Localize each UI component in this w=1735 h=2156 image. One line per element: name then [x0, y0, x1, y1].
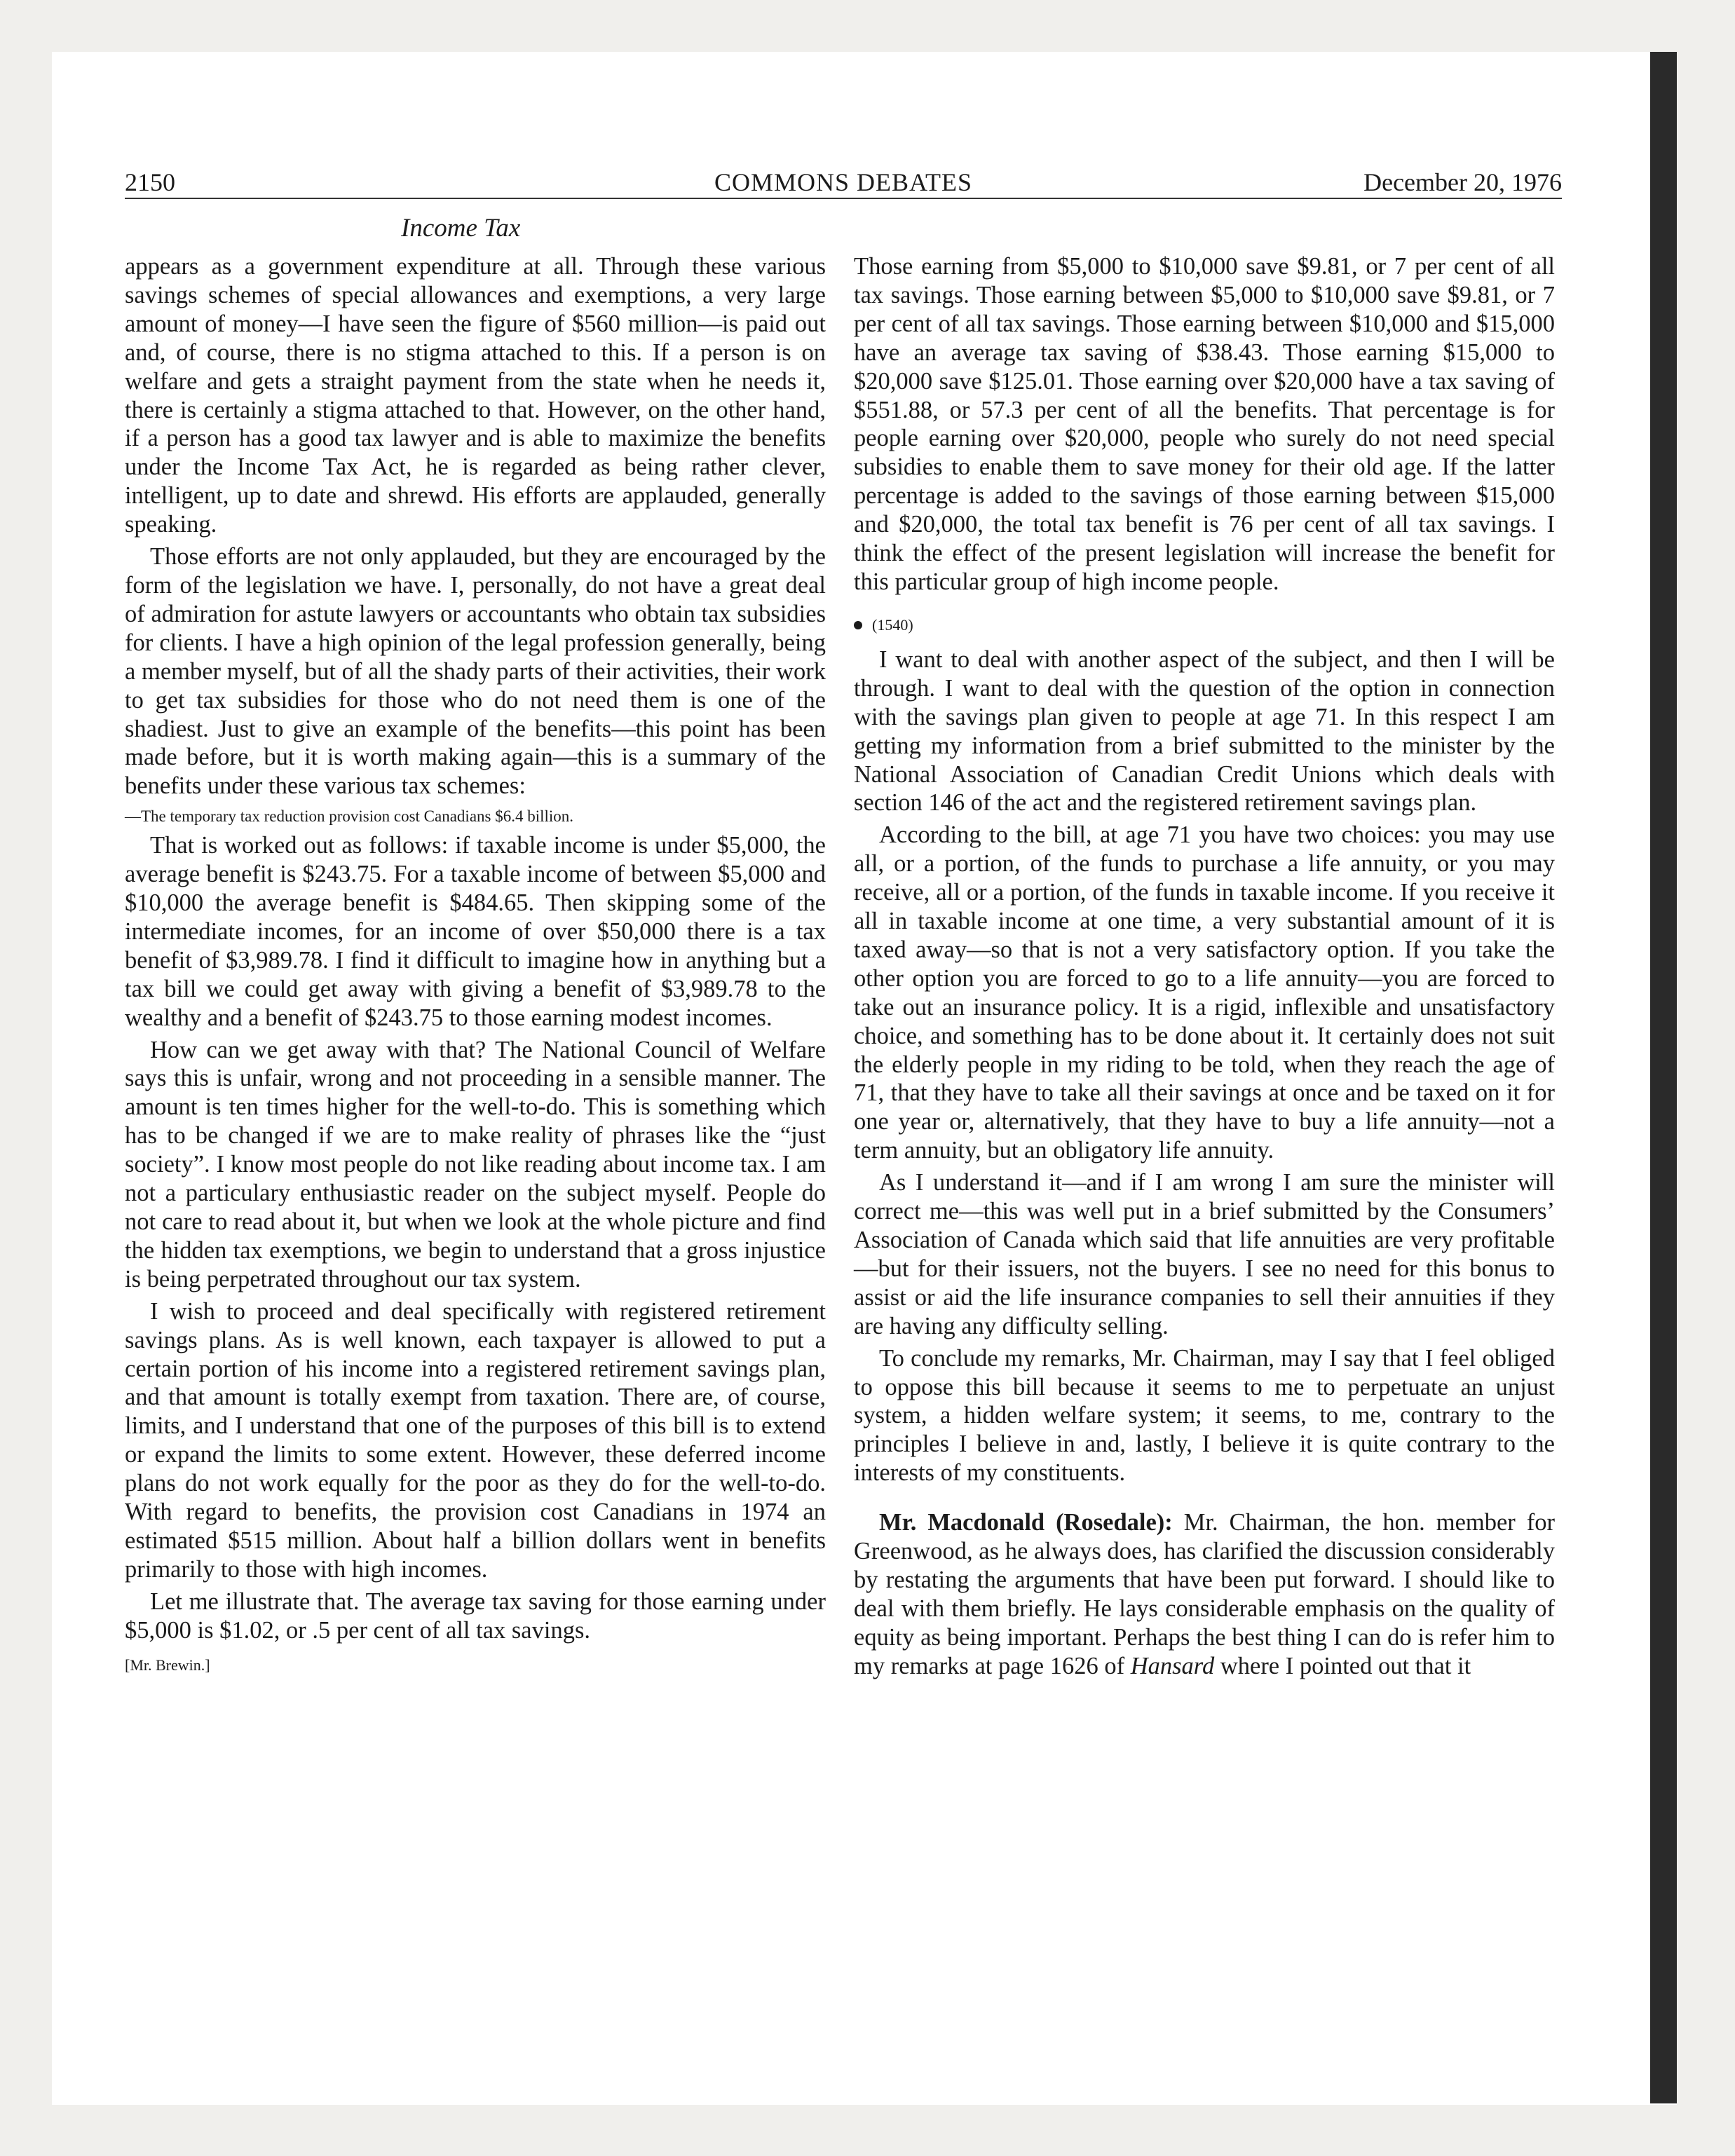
paragraph — [854, 1508, 1555, 1680]
paragraph: I wish to proceed and deal specifically with registered retirement savings plans. As is well known, each taxpayer is allowed to put a certain portion of his income into a registered retirement savings plan, and that amount is totally exempt from taxation. There are, of course, limits, and I understand that one of the purposes of this bill is to extend or expand the limits to some extent. However, these deferred income plans do not work equally for the poor as they do for the well-to-do. With regard to benefits, the provision cost Canadians in 1974 an estimated $515 million. About half a billion dollars went in benefits primarily to those with high incomes. — [125, 1297, 826, 1583]
bullet-icon — [854, 621, 862, 629]
time-marker-label: (1540) — [872, 615, 913, 634]
speaker-name: Mr. Macdonald (Rosedale): — [879, 1509, 1173, 1536]
left-column — [125, 252, 826, 1676]
section-subtitle: Income Tax — [401, 214, 521, 243]
paragraph: appears as a government expenditure at all. Through these various savings schemes of special allowances and exemptions, a very large amount of money—I have seen the figure of $560 million—is paid out and, of course, there is no stigma attached to this. If a person is on welfare and gets a straight payment from the state when he needs it, there is certainly a stigma attached to that. However, on the other hand, if a person has a good tax lawyer and is able to maximize the benefits under the Income Tax Act, he is regarded as being rather clever, intelligent, up to date and shrewd. His efforts are applauded, generally speaking. — [125, 253, 826, 538]
paragraph: To conclude my remarks, Mr. Chairman, may I say that I feel obliged to oppose this bill because it seems to me to perpetuate an unjust system, a hidden welfare system; it seems, to me, contrary to the principles I believe in and, lastly, I believe it is quite contrary to the interests of my constituents. — [854, 1344, 1555, 1487]
running-header — [125, 167, 1562, 199]
page-number: 2150 — [125, 168, 175, 196]
scan-edge-bar — [1650, 52, 1677, 2103]
paragraph: Those earning from $5,000 to $10,000 save $9.81, or 7 per cent of all tax savings. Those earning between $5,000 to $10,000 save $9.81, or 7 per cent of all tax savings. Those earning between $10,000 and $15,000 have an average tax saving of $38.43. Those earning $15,000 to $20,000 save $125.01. Those earning over $20,000 have a tax saving of $551.88, or 57.3 per cent of all the benefits. That percentage is for people earning over $20,000, people who surely do not need special subsidies to enable them to save money for their old age. If the latter percentage is added to the savings of those earning between $15,000 and $20,000, the total tax benefit is 76 per cent of all tax savings. I think the effect of the present legislation will increase the benefit for this particular group of high income people. — [854, 253, 1555, 595]
quotation: —The temporary tax reduction provision cost Canadians $6.4 billion. — [125, 807, 574, 826]
paragraph: As I understand it—and if I am wrong I am sure the minister will correct me—this was well put in a brief submitted by the Consumers’ Association of Canada which said that life annuities are very profitable—but for their issuers, not the buyers. I see no need for this bonus to assist or aid the life insurance companies to sell their annuities if they are having any difficulty selling. — [854, 1169, 1555, 1339]
italic-reference: Hansard — [1130, 1652, 1215, 1679]
right-column — [854, 252, 1555, 1681]
paragraph-text: Mr. Chairman, the hon. member for Greenwood, as he always does, has clarified the discussion considerably by restating the arguments that have been put forward. I should like to deal with them briefly. He lays considerable emphasis on the quality of equity as being important. Perhaps the best thing I can do is refer him to my remarks at page 1626 of — [854, 1509, 1556, 1679]
paragraph: According to the bill, at age 71 you have two choices: you may use all, or a portion, of the funds to purchase a life annuity, or you may receive, all or a portion, of the funds in taxable income. If you receive it all in taxable income at one time, a very substantial amount of it is taxed away—so that is not a very satisfactory option. If you take the other option you are forced to go to a life annuity—you are forced to take out an insurance policy. It is a rigid, inflexible and unsatisfactory choice, and something has to be done about it. It certainly does not suit the elderly people in my riding to be told, when they reach the age of 71, that they have to take all their savings at once and be taxed on it for one year or, alternatively, that they have to buy a life annuity—not a term annuity, but an obligatory life annuity. — [854, 821, 1555, 1164]
time-marker — [854, 615, 1555, 636]
paragraph: That is worked out as follows: if taxable income is under $5,000, the average benefit is $243.75. For a taxable income of between $5,000 and $10,000 the average benefit is $484.65. Then skipping some of the intermediate incomes, for an income of over $50,000 there is a tax benefit of $3,989.78. I find it difficult to imagine how in anything but a tax bill we could get away with giving a benefit of $3,989.78 to the wealthy and a benefit of $243.75 to those earning modest incomes. — [125, 832, 826, 1031]
paragraph-text: where I pointed out that it — [1214, 1652, 1471, 1679]
paragraph: I want to deal with another aspect of the subject, and then I will be through. I want to deal with the question of the option in connection with the savings plan given to people at age 71. In this respect I am getting my information from a brief submitted to the minister by the National Association of Canadian Credit Unions which deals with section 146 of the act and the registered retirement savings plan. — [854, 646, 1555, 817]
header-date: December 20, 1976 — [1363, 168, 1562, 196]
speaker-tag: [Mr. Brewin.] — [125, 1656, 210, 1674]
paragraph: Let me illustrate that. The average tax saving for those earning under $5,000 is $1.02, or .5 per cent of all tax savings. — [125, 1588, 826, 1644]
paragraph: Those efforts are not only applauded, but they are encouraged by the form of the legislation we have. I, personally, do not have a great deal of admiration for astute lawyers or accountants who obtain tax subsidies for clients. I have a high opinion of the legal profession generally, being a member myself, but of all the shady parts of their activities, their work to get tax subsidies for those who do not need them is one of the shadiest. Just to give an example of the benefits—this point has been made before, but it is worth making again—this is a summary of the benefits under these various tax schemes: — [125, 543, 826, 800]
paragraph: How can we get away with that? The National Council of Welfare says this is unfair, wrong and not proceeding in a sensible manner. The amount is ten times higher for the well-to-do. This is something which has to be changed if we are to make reality of phrases like the “just society”. I know most people do not like reading about income tax. I am not a particulary enthusiastic reader on the subject myself. People do not care to read about it, but when we look at the whole picture and find the hidden tax exemptions, we begin to understand that a gross injustice is being perpetrated throughout our tax system. — [125, 1036, 826, 1292]
publication-title: COMMONS DEBATES — [714, 168, 973, 196]
